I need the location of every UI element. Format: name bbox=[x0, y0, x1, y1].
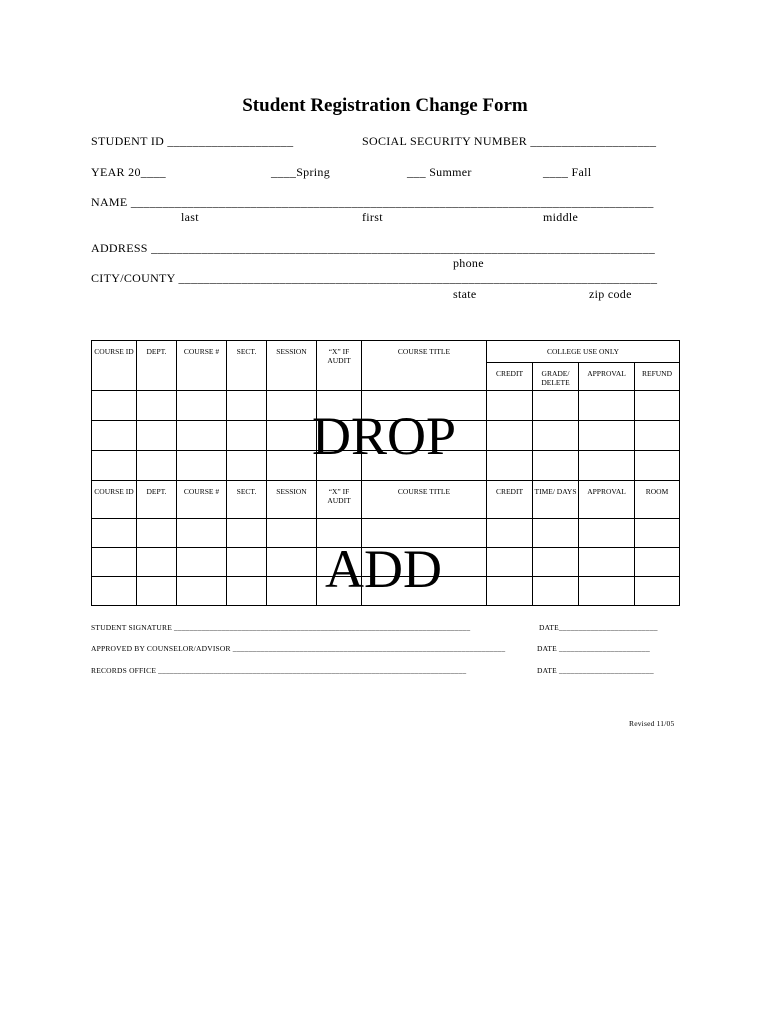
header-college-use-only: COLLEGE USE ONLY bbox=[487, 341, 680, 363]
summer-field[interactable]: ___ Summer bbox=[407, 165, 472, 179]
name-field[interactable]: NAME ___________________________________________________________________________________ bbox=[91, 195, 654, 209]
table-cell[interactable] bbox=[579, 421, 635, 451]
table-cell[interactable] bbox=[487, 421, 533, 451]
table-cell[interactable] bbox=[137, 391, 177, 421]
header-dept: DEPT. bbox=[137, 481, 177, 519]
header-credit: CREDIT bbox=[487, 481, 533, 519]
header-sect: SECT. bbox=[227, 481, 267, 519]
table-cell[interactable] bbox=[267, 577, 317, 606]
table-cell[interactable] bbox=[92, 451, 137, 481]
table-cell[interactable] bbox=[533, 451, 579, 481]
table-cell[interactable] bbox=[579, 391, 635, 421]
records-office-field[interactable]: RECORDS OFFICE ______________________________________________________________________________ bbox=[91, 666, 467, 675]
table-cell[interactable] bbox=[579, 519, 635, 548]
table-cell[interactable] bbox=[137, 519, 177, 548]
table-cell[interactable] bbox=[487, 577, 533, 606]
table-cell[interactable] bbox=[487, 451, 533, 481]
header-sect: SECT. bbox=[227, 341, 267, 391]
add-watermark: ADD bbox=[325, 539, 442, 599]
header-room: ROOM bbox=[635, 481, 680, 519]
table-cell[interactable] bbox=[227, 421, 267, 451]
header-course-title: COURSE TITLE bbox=[362, 341, 487, 391]
date-field-3[interactable]: DATE ________________________ bbox=[537, 666, 654, 675]
table-cell[interactable] bbox=[579, 548, 635, 577]
table-cell[interactable] bbox=[533, 577, 579, 606]
table-cell[interactable] bbox=[267, 548, 317, 577]
table-cell[interactable] bbox=[533, 519, 579, 548]
table-cell[interactable] bbox=[137, 451, 177, 481]
ssn-field[interactable]: SOCIAL SECURITY NUMBER ____________________ bbox=[362, 134, 657, 148]
spring-field[interactable]: ____Spring bbox=[271, 165, 331, 179]
table-cell[interactable] bbox=[635, 577, 680, 606]
table-cell[interactable] bbox=[533, 391, 579, 421]
table-cell[interactable] bbox=[487, 548, 533, 577]
table-cell[interactable] bbox=[267, 451, 317, 481]
table-cell[interactable] bbox=[92, 519, 137, 548]
table-cell[interactable] bbox=[137, 577, 177, 606]
table-cell[interactable] bbox=[267, 421, 317, 451]
header-credit: CREDIT bbox=[487, 363, 533, 391]
header-course-number: COURSE # bbox=[177, 341, 227, 391]
table-cell[interactable] bbox=[267, 391, 317, 421]
zip-code-label: zip code bbox=[589, 287, 632, 301]
phone-label: phone bbox=[453, 256, 484, 270]
table-cell[interactable] bbox=[487, 391, 533, 421]
header-course-id: COURSE ID bbox=[92, 341, 137, 391]
header-refund: REFUND bbox=[635, 363, 680, 391]
counselor-approval-field[interactable]: APPROVED BY COUNSELOR/ADVISOR _____________________________________________________________________ bbox=[91, 644, 506, 653]
table-cell[interactable] bbox=[579, 577, 635, 606]
table-cell[interactable] bbox=[227, 548, 267, 577]
last-label: last bbox=[181, 210, 199, 224]
table-cell[interactable] bbox=[92, 391, 137, 421]
table-cell[interactable] bbox=[92, 548, 137, 577]
student-signature-field[interactable]: STUDENT SIGNATURE ___________________________________________________________________________ bbox=[91, 623, 471, 632]
header-audit: “X” IF AUDIT bbox=[317, 341, 362, 391]
table-cell[interactable] bbox=[177, 548, 227, 577]
table-cell[interactable] bbox=[227, 391, 267, 421]
address-field[interactable]: ADDRESS ________________________________________________________________________________ bbox=[91, 241, 656, 255]
header-grade-delete: GRADE/ DELETE bbox=[533, 363, 579, 391]
revised-date: Revised 11/05 bbox=[629, 719, 675, 728]
header-approval: APPROVAL bbox=[579, 481, 635, 519]
header-approval: APPROVAL bbox=[579, 363, 635, 391]
city-county-field[interactable]: CITY/COUNTY ____________________________________________________________________________ bbox=[91, 271, 658, 285]
header-course-title: COURSE TITLE bbox=[362, 481, 487, 519]
date-field-1[interactable]: DATE_________________________ bbox=[539, 623, 658, 632]
table-cell[interactable] bbox=[177, 577, 227, 606]
header-session: SESSION bbox=[267, 481, 317, 519]
table-cell[interactable] bbox=[137, 548, 177, 577]
table-cell[interactable] bbox=[177, 421, 227, 451]
middle-label: middle bbox=[543, 210, 579, 224]
table-cell[interactable] bbox=[177, 391, 227, 421]
table-cell[interactable] bbox=[635, 451, 680, 481]
table-cell[interactable] bbox=[635, 548, 680, 577]
table-cell[interactable] bbox=[137, 421, 177, 451]
table-cell[interactable] bbox=[227, 577, 267, 606]
table-cell[interactable] bbox=[177, 451, 227, 481]
header-course-number: COURSE # bbox=[177, 481, 227, 519]
table-cell[interactable] bbox=[92, 421, 137, 451]
form-title: Student Registration Change Form bbox=[242, 95, 528, 116]
state-label: state bbox=[453, 287, 477, 301]
table-cell[interactable] bbox=[579, 451, 635, 481]
drop-watermark: DROP bbox=[312, 406, 457, 466]
table-cell[interactable] bbox=[487, 519, 533, 548]
table-cell[interactable] bbox=[635, 519, 680, 548]
header-course-id: COURSE ID bbox=[92, 481, 137, 519]
table-cell[interactable] bbox=[227, 451, 267, 481]
first-label: first bbox=[362, 210, 383, 224]
year-field[interactable]: YEAR 20____ bbox=[91, 165, 166, 179]
header-time-days: TIME/ DAYS bbox=[533, 481, 579, 519]
header-audit: “X” IF AUDIT bbox=[317, 481, 362, 519]
header-session: SESSION bbox=[267, 341, 317, 391]
table-cell[interactable] bbox=[227, 519, 267, 548]
table-cell[interactable] bbox=[177, 519, 227, 548]
student-id-field[interactable]: STUDENT ID ____________________ bbox=[91, 134, 294, 148]
table-cell[interactable] bbox=[267, 519, 317, 548]
table-cell[interactable] bbox=[635, 391, 680, 421]
fall-field[interactable]: ____ Fall bbox=[543, 165, 592, 179]
table-cell[interactable] bbox=[92, 577, 137, 606]
header-dept: DEPT. bbox=[137, 341, 177, 391]
date-field-2[interactable]: DATE _______________________ bbox=[537, 644, 650, 653]
table-cell[interactable] bbox=[635, 421, 680, 451]
table-cell[interactable] bbox=[533, 548, 579, 577]
table-cell[interactable] bbox=[533, 421, 579, 451]
